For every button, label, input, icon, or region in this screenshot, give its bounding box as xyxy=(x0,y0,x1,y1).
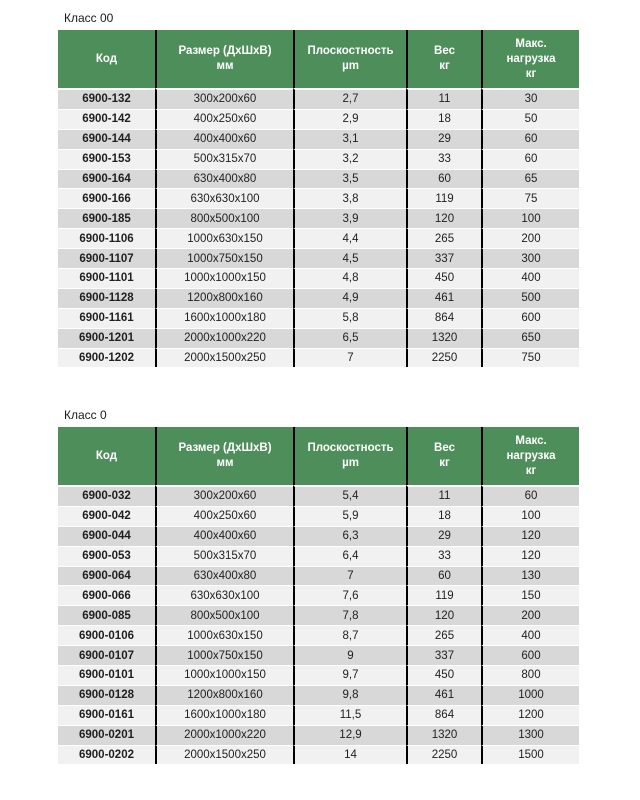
flatness-um-cell: 3,1 xyxy=(293,129,406,149)
column-header-size-mm: Размер (ДхШхВ) мм xyxy=(155,427,293,485)
column-header-code: Код xyxy=(58,427,155,485)
flatness-um-cell: 7 xyxy=(293,566,406,586)
size-mm-cell: 1000x750x150 xyxy=(155,645,293,665)
table-row xyxy=(58,149,579,169)
flatness-um-cell: 3,2 xyxy=(293,149,406,169)
flatness-um-cell: 4,5 xyxy=(293,248,406,268)
max-load-kg-cell: 100 xyxy=(481,506,579,526)
header-row xyxy=(58,30,579,88)
weight-kg-cell: 265 xyxy=(406,228,481,248)
size-mm-cell: 300x200x60 xyxy=(155,485,293,506)
code-cell: 6900-1106 xyxy=(58,228,155,248)
table-row xyxy=(58,129,579,149)
table-row xyxy=(58,109,579,129)
column-header-code: Код xyxy=(58,30,155,88)
weight-kg-cell: 864 xyxy=(406,308,481,328)
size-mm-cell: 400x250x60 xyxy=(155,506,293,526)
weight-kg-cell: 2250 xyxy=(406,745,481,765)
code-cell: 6900-053 xyxy=(58,546,155,566)
weight-kg-cell: 461 xyxy=(406,685,481,705)
max-load-kg-cell: 60 xyxy=(481,149,579,169)
weight-kg-cell: 337 xyxy=(406,645,481,665)
weight-kg-cell: 119 xyxy=(406,188,481,208)
class-00-table xyxy=(58,30,579,367)
weight-kg-cell: 119 xyxy=(406,585,481,605)
table-header xyxy=(58,427,579,485)
table-row xyxy=(58,228,579,248)
size-mm-cell: 630x400x80 xyxy=(155,566,293,586)
weight-kg-cell: 33 xyxy=(406,149,481,169)
table-body xyxy=(58,88,579,367)
size-mm-cell: 1000x630x150 xyxy=(155,625,293,645)
flatness-um-cell: 9 xyxy=(293,645,406,665)
table-row xyxy=(58,308,579,328)
table-row xyxy=(58,248,579,268)
table-row xyxy=(58,506,579,526)
flatness-um-cell: 6,4 xyxy=(293,546,406,566)
max-load-kg-cell: 800 xyxy=(481,665,579,685)
column-header-flatness-um: Плоскостность µm xyxy=(293,427,406,485)
table-row xyxy=(58,526,579,546)
size-mm-cell: 1600x1000x180 xyxy=(155,308,293,328)
weight-kg-cell: 120 xyxy=(406,605,481,625)
code-cell: 6900-142 xyxy=(58,109,155,129)
size-mm-cell: 800x500x100 xyxy=(155,208,293,228)
table-row xyxy=(58,88,579,109)
max-load-kg-cell: 1500 xyxy=(481,745,579,765)
weight-kg-cell: 461 xyxy=(406,288,481,308)
weight-kg-cell: 18 xyxy=(406,109,481,129)
flatness-um-cell: 14 xyxy=(293,745,406,765)
max-load-kg-cell: 300 xyxy=(481,248,579,268)
max-load-kg-cell: 600 xyxy=(481,645,579,665)
code-cell: 6900-042 xyxy=(58,506,155,526)
size-mm-cell: 500x315x70 xyxy=(155,149,293,169)
column-header-weight-kg: Вес кг xyxy=(406,427,481,485)
flatness-um-cell: 5,8 xyxy=(293,308,406,328)
table-row xyxy=(58,208,579,228)
flatness-um-cell: 4,8 xyxy=(293,268,406,288)
code-cell: 6900-0101 xyxy=(58,665,155,685)
weight-kg-cell: 450 xyxy=(406,268,481,288)
flatness-um-cell: 7,6 xyxy=(293,585,406,605)
flatness-um-cell: 4,9 xyxy=(293,288,406,308)
table-title: Класс 0 xyxy=(64,408,107,422)
max-load-kg-cell: 130 xyxy=(481,566,579,586)
size-mm-cell: 1000x1000x150 xyxy=(155,268,293,288)
flatness-um-cell: 6,5 xyxy=(293,328,406,348)
flatness-um-cell: 9,7 xyxy=(293,665,406,685)
table-row xyxy=(58,665,579,685)
weight-kg-cell: 11 xyxy=(406,88,481,109)
code-cell: 6900-1107 xyxy=(58,248,155,268)
max-load-kg-cell: 150 xyxy=(481,585,579,605)
size-mm-cell: 400x250x60 xyxy=(155,109,293,129)
flatness-um-cell: 8,7 xyxy=(293,625,406,645)
weight-kg-cell: 29 xyxy=(406,526,481,546)
weight-kg-cell: 11 xyxy=(406,485,481,506)
flatness-um-cell: 5,9 xyxy=(293,506,406,526)
weight-kg-cell: 29 xyxy=(406,129,481,149)
header-row xyxy=(58,427,579,485)
flatness-um-cell: 2,9 xyxy=(293,109,406,129)
flatness-um-cell: 2,7 xyxy=(293,88,406,109)
size-mm-cell: 1600x1000x180 xyxy=(155,705,293,725)
table-row xyxy=(58,169,579,189)
code-cell: 6900-1201 xyxy=(58,328,155,348)
code-cell: 6900-0161 xyxy=(58,705,155,725)
code-cell: 6900-144 xyxy=(58,129,155,149)
flatness-um-cell: 3,8 xyxy=(293,188,406,208)
code-cell: 6900-1161 xyxy=(58,308,155,328)
flatness-um-cell: 6,3 xyxy=(293,526,406,546)
max-load-kg-cell: 60 xyxy=(481,485,579,506)
max-load-kg-cell: 120 xyxy=(481,546,579,566)
code-cell: 6900-1101 xyxy=(58,268,155,288)
size-mm-cell: 2000x1000x220 xyxy=(155,725,293,745)
table-row xyxy=(58,288,579,308)
size-mm-cell: 630x400x80 xyxy=(155,169,293,189)
weight-kg-cell: 1320 xyxy=(406,328,481,348)
weight-kg-cell: 60 xyxy=(406,169,481,189)
table-row xyxy=(58,188,579,208)
table-row xyxy=(58,625,579,645)
table-row xyxy=(58,705,579,725)
max-load-kg-cell: 120 xyxy=(481,526,579,546)
flatness-um-cell: 11,5 xyxy=(293,705,406,725)
max-load-kg-cell: 750 xyxy=(481,348,579,368)
size-mm-cell: 400x400x60 xyxy=(155,526,293,546)
weight-kg-cell: 864 xyxy=(406,705,481,725)
code-cell: 6900-0201 xyxy=(58,725,155,745)
max-load-kg-cell: 400 xyxy=(481,625,579,645)
size-mm-cell: 800x500x100 xyxy=(155,605,293,625)
code-cell: 6900-166 xyxy=(58,188,155,208)
size-mm-cell: 400x400x60 xyxy=(155,129,293,149)
flatness-um-cell: 3,9 xyxy=(293,208,406,228)
weight-kg-cell: 1320 xyxy=(406,725,481,745)
weight-kg-cell: 337 xyxy=(406,248,481,268)
weight-kg-cell: 60 xyxy=(406,566,481,586)
size-mm-cell: 630x630x100 xyxy=(155,188,293,208)
size-mm-cell: 1000x1000x150 xyxy=(155,665,293,685)
size-mm-cell: 2000x1000x220 xyxy=(155,328,293,348)
size-mm-cell: 1000x750x150 xyxy=(155,248,293,268)
size-mm-cell: 1200x800x160 xyxy=(155,288,293,308)
flatness-um-cell: 5,4 xyxy=(293,485,406,506)
code-cell: 6900-1202 xyxy=(58,348,155,368)
weight-kg-cell: 33 xyxy=(406,546,481,566)
max-load-kg-cell: 400 xyxy=(481,268,579,288)
column-header-max-load-kg: Макс. нагрузка кг xyxy=(481,30,579,88)
max-load-kg-cell: 200 xyxy=(481,228,579,248)
max-load-kg-cell: 1000 xyxy=(481,685,579,705)
max-load-kg-cell: 50 xyxy=(481,109,579,129)
code-cell: 6900-066 xyxy=(58,585,155,605)
table-row xyxy=(58,725,579,745)
flatness-um-cell: 3,5 xyxy=(293,169,406,189)
code-cell: 6900-085 xyxy=(58,605,155,625)
table-title: Класс 00 xyxy=(64,11,114,25)
table-row xyxy=(58,328,579,348)
table-row xyxy=(58,745,579,765)
column-header-max-load-kg: Макс. нагрузка кг xyxy=(481,427,579,485)
size-mm-cell: 630x630x100 xyxy=(155,585,293,605)
code-cell: 6900-164 xyxy=(58,169,155,189)
column-header-flatness-um: Плоскостность µm xyxy=(293,30,406,88)
max-load-kg-cell: 200 xyxy=(481,605,579,625)
weight-kg-cell: 120 xyxy=(406,208,481,228)
class-00-section xyxy=(58,11,579,367)
code-cell: 6900-132 xyxy=(58,88,155,109)
table-row xyxy=(58,546,579,566)
column-header-size-mm: Размер (ДхШхВ) мм xyxy=(155,30,293,88)
max-load-kg-cell: 600 xyxy=(481,308,579,328)
flatness-um-cell: 9,8 xyxy=(293,685,406,705)
weight-kg-cell: 18 xyxy=(406,506,481,526)
size-mm-cell: 1200x800x160 xyxy=(155,685,293,705)
table-row xyxy=(58,566,579,586)
table-row xyxy=(58,605,579,625)
code-cell: 6900-0202 xyxy=(58,745,155,765)
max-load-kg-cell: 100 xyxy=(481,208,579,228)
weight-kg-cell: 2250 xyxy=(406,348,481,368)
size-mm-cell: 2000x1500x250 xyxy=(155,348,293,368)
size-mm-cell: 300x200x60 xyxy=(155,88,293,109)
max-load-kg-cell: 1200 xyxy=(481,705,579,725)
flatness-um-cell: 7,8 xyxy=(293,605,406,625)
max-load-kg-cell: 650 xyxy=(481,328,579,348)
max-load-kg-cell: 30 xyxy=(481,88,579,109)
class-0-section xyxy=(58,408,579,764)
flatness-um-cell: 7 xyxy=(293,348,406,368)
code-cell: 6900-064 xyxy=(58,566,155,586)
max-load-kg-cell: 1300 xyxy=(481,725,579,745)
table-row xyxy=(58,685,579,705)
class-0-table xyxy=(58,427,579,764)
flatness-um-cell: 12,9 xyxy=(293,725,406,745)
max-load-kg-cell: 500 xyxy=(481,288,579,308)
code-cell: 6900-0107 xyxy=(58,645,155,665)
code-cell: 6900-185 xyxy=(58,208,155,228)
table-row xyxy=(58,348,579,368)
max-load-kg-cell: 75 xyxy=(481,188,579,208)
code-cell: 6900-1128 xyxy=(58,288,155,308)
max-load-kg-cell: 65 xyxy=(481,169,579,189)
weight-kg-cell: 450 xyxy=(406,665,481,685)
column-header-weight-kg: Вес кг xyxy=(406,30,481,88)
code-cell: 6900-153 xyxy=(58,149,155,169)
flatness-um-cell: 4,4 xyxy=(293,228,406,248)
table-row xyxy=(58,585,579,605)
table-header xyxy=(58,30,579,88)
code-cell: 6900-032 xyxy=(58,485,155,506)
table-row xyxy=(58,268,579,288)
size-mm-cell: 500x315x70 xyxy=(155,546,293,566)
table-row xyxy=(58,645,579,665)
code-cell: 6900-0128 xyxy=(58,685,155,705)
code-cell: 6900-0106 xyxy=(58,625,155,645)
size-mm-cell: 2000x1500x250 xyxy=(155,745,293,765)
code-cell: 6900-044 xyxy=(58,526,155,546)
table-body xyxy=(58,485,579,764)
weight-kg-cell: 265 xyxy=(406,625,481,645)
table-row xyxy=(58,485,579,506)
max-load-kg-cell: 60 xyxy=(481,129,579,149)
size-mm-cell: 1000x630x150 xyxy=(155,228,293,248)
